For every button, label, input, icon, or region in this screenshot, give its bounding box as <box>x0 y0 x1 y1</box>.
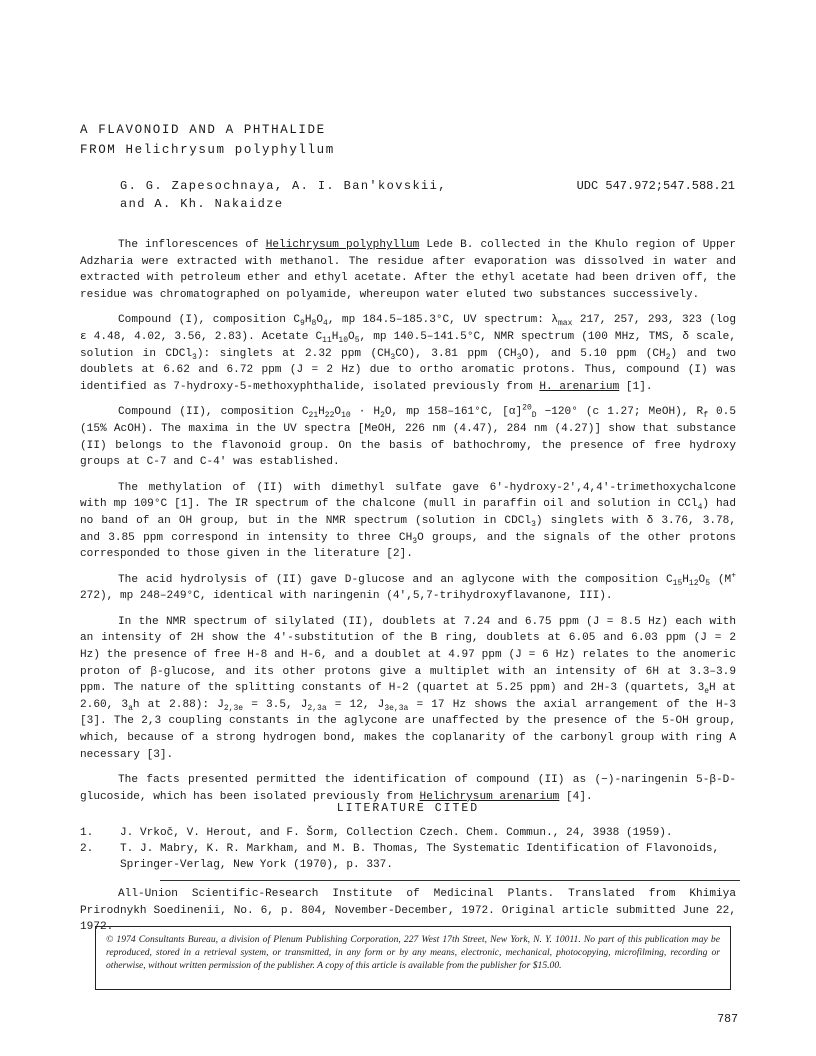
copyright-box: © 1974 Consultants Bureau, a division of Plenum Publishing Corporation, 227 West 17th Street, New York, N. Y. 10011. No part of this publication may be reproduced, stored in a retrieval system, or transmitted, in any form or by any means, electronic, mechanical, photocopying, microfilming, recording or otherwise, without written permission of the publisher. A copy of this article is available from the publisher for $15.00. <box>95 926 731 990</box>
author-line-2: and A. Kh. Nakaidze <box>120 197 284 211</box>
body-paragraph-1: The inflorescences of Helichrysum polyphyllum Lede B. collected in the Khulo region of Upper Adzharia were extracted with methanol. The residue after evaporation was dissolved in water and extracted with petroleum ether and ethyl acetate. After the ethyl acetate had been driven off, the residue was chromatographed on polyamide, whereupon water eluted two substances successively. <box>80 239 736 301</box>
body-paragraph-5: The acid hydrolysis of (II) gave D-glucose and an aglycone with the composition $C_{15}H_{12}O_5$ (M+ 272), mp 248–249°C, identical with naringenin (4',5,7-trihydroxyflavanone, III). <box>80 571 736 603</box>
footnote-divider <box>160 880 740 881</box>
page-number: 787 <box>717 1013 738 1026</box>
translation-note: All-Union Scientific-Research Institute of Medicinal Plants. Translated from Khimiya Prirodnykh Soedinenii, No. 6, p. 804, November-December, 1972. Original article submitted June 22, 1972. <box>80 888 736 934</box>
body-paragraph-4: The methylation of (II) with dimethyl sulfate gave 6'-hydroxy-2',4,4'-trimethoxychalcone with mp 109°C [1]. The IR spectrum of the chalcone (mull in paraffin oil and solution in CCl$_4$) had no band of an OH group, but in the NMR spectrum (solution in CDCl$_3$) singlets with δ 3.76, 3.78, and 3.85 ppm correspond in intensity to three $CH_3O$ groups, and the signals of the other protons corresponded to those given in the literature [2]. <box>80 481 736 561</box>
article-body <box>80 237 736 814</box>
article-title <box>80 120 740 160</box>
body-paragraph-7: The facts presented permitted the identification of compound (II) as (−)-naringenin 5-β-D-glucoside, which has been isolated previously from Helichrysum arenarium [4]. <box>80 774 736 803</box>
reference-number: 2. <box>80 843 94 855</box>
literature-cited-heading: LITERATURE CITED <box>336 802 480 815</box>
reference-list <box>80 825 736 873</box>
article-title-line-1: A FLAVONOID AND A PHTHALIDE <box>80 123 326 137</box>
body-paragraph-6: In the NMR spectrum of silylated (II), doublets at 7.24 and 6.75 ppm (J = 8.5 Hz) each with an intensity of 2H show the 4'-substitution of the B ring, doublets at 6.05 and 6.03 ppm (J = 2 Hz) the presence of free H-8 and H-6, and a doublet at 4.97 ppm (J = 6 Hz) relates to the anomeric proton of β-glucose, and its other protons give a multiplet with an intensity of 6H at 3.3–3.9 ppm. The nature of the splitting constants of H-2 (quartet at 5.25 ppm) and 2H-3 (quartets, $3_eH$ at 2.60, $3_ah$ at 2.88): $J_{2,3e} = 3.5$, $J_{2,3a} = 12$, $J_{3e,3a} = 17$ Hz shows the axial arrangement of the H-3 [3]. The 2,3 coupling constants in the aglycone are unaffected by the presence of the 5-OH group, which, because of a strong hydrogen bond, makes the coplanarity of the carbonyl group with ring A necessary [3]. <box>80 615 736 761</box>
article-title-line-2: FROM Helichrysum polyphyllum <box>80 143 335 157</box>
reference-number: 1. <box>80 827 94 839</box>
body-paragraph-2: Compound (I), composition $C_9H_8O_4$, mp 184.5–185.3°C, UV spectrum: $\lambda_{max}$ 217, 257, 293, 323 (log ε 4.48, 4.02, 3.56, 2.83). Acetate $C_{11}H_{10}O_5$, mp 140.5–141.5°C, NMR spectrum (100 MHz, TMS, δ scale, solution in CDCl$_3$): singlets at 2.32 ppm $(CH_3CO)$, 3.81 ppm $(CH_3O)$, and 5.10 ppm $(CH_2)$ and two doublets at 6.62 and 6.72 ppm (J = 2 Hz) due to ortho aromatic protons. Thus, compound (I) was identified as 7-hydroxy-5-methoxyphthalide, isolated previously from H. arenarium [1]. <box>80 314 736 393</box>
reference-item <box>80 841 736 873</box>
author-list <box>120 177 447 213</box>
udc-code: UDC 547.972;547.588.21 <box>576 179 735 193</box>
author-line-1: G. G. Zapesochnaya, A. I. Ban'kovskii, <box>120 179 447 193</box>
reference-text: T. J. Mabry, K. R. Markham, and M. B. Thomas, The Systematic Identification of Flavonoids, Springer-Verlag, New York (1970), p. 337. <box>120 843 720 871</box>
body-paragraph-3: Compound (II), composition $C_{21}H_{22}O_{10} \cdot H_2O$, mp 158–161°C, $[\alpha]^{20}_D -120^\circ$ (c 1.27; MeOH), $R_f$ 0.5 (15% AcOH). The maxima in the UV spectra [MeOH, 226 nm (4.47), 284 nm (4.27)] show that substance (II) belongs to the flavonoid group. On the basis of bathochromy, the presence of free hydroxy groups at C-7 and C-4' was established. <box>80 403 736 469</box>
reference-text: J. Vrkoč, V. Herout, and F. Šorm, Collection Czech. Chem. Commun., 24, 3938 (1959). <box>120 827 673 839</box>
reference-item <box>80 825 736 841</box>
